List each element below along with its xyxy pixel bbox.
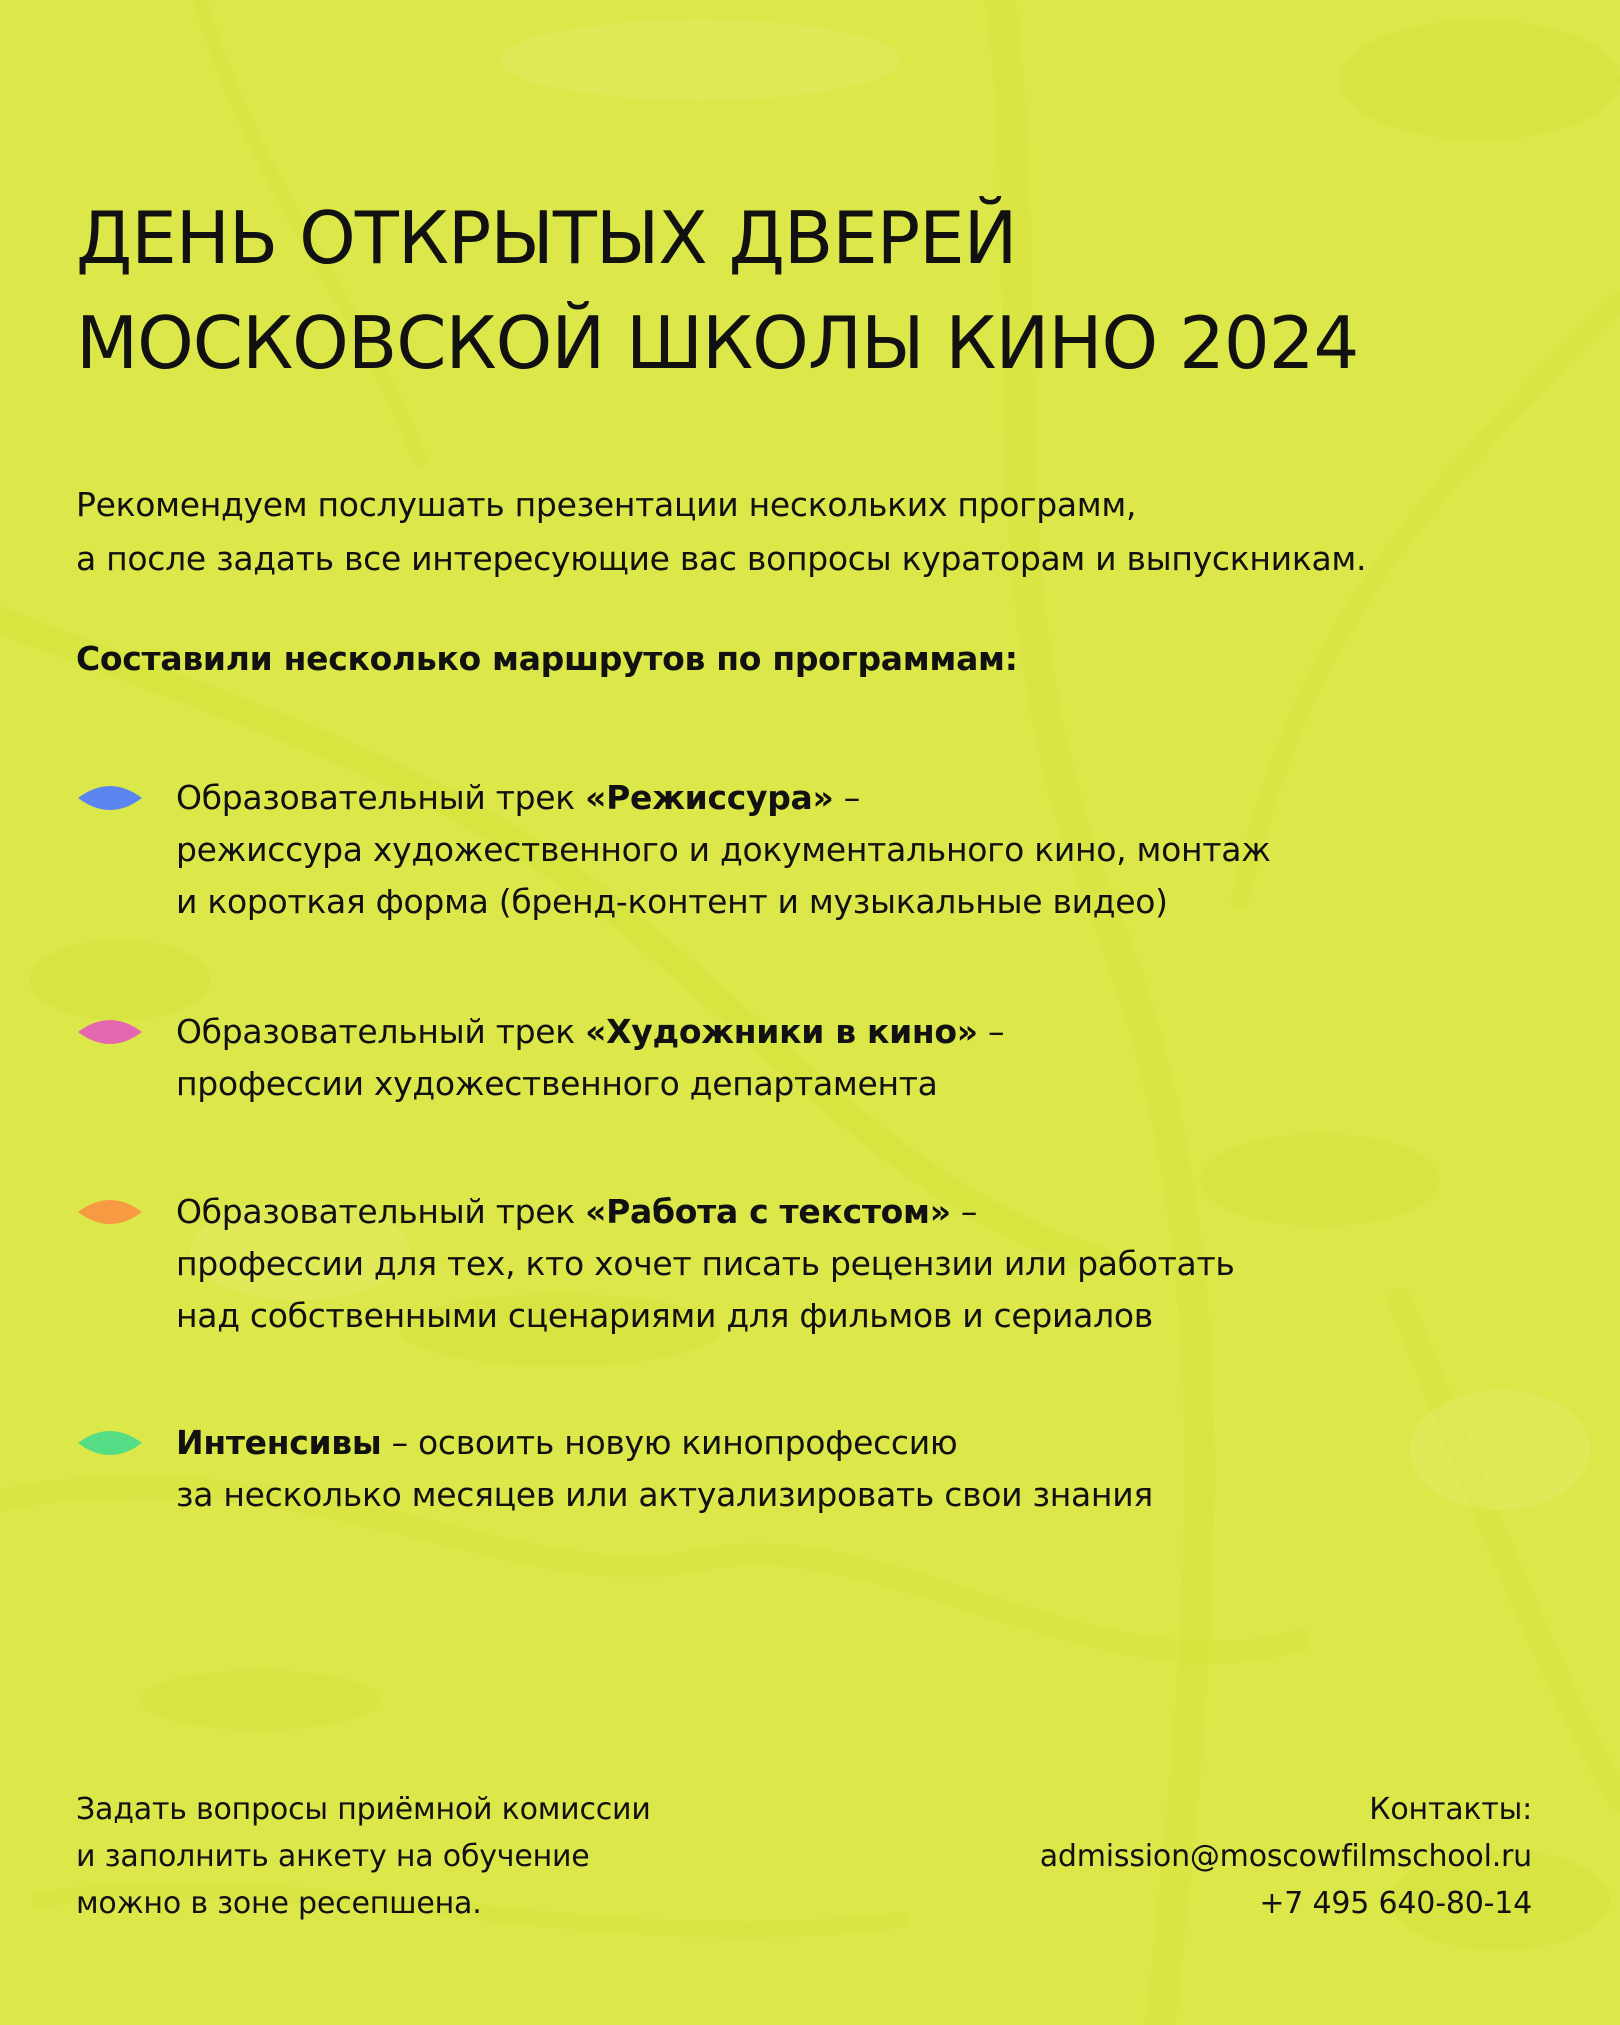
- track-prefix: Образовательный трек: [176, 778, 586, 817]
- track-suffix: –: [833, 778, 860, 817]
- track-prefix: Образовательный трек: [176, 1012, 586, 1051]
- track-text: [176, 1006, 1556, 1110]
- contact-email-link[interactable]: admission@moscowfilmschool.ru: [1039, 1839, 1532, 1874]
- track-headline: [176, 1186, 1556, 1238]
- reception-note: [76, 1786, 651, 1927]
- track-headline: [176, 1006, 1556, 1058]
- track-description-line: за несколько месяцев или актуализировать свои знания: [176, 1475, 1153, 1514]
- track-suffix: –: [950, 1192, 978, 1231]
- track-suffix: – освоить новую кинопрофессию: [381, 1423, 958, 1462]
- track-name: «Художники в кино»: [585, 1012, 978, 1051]
- leaf-marker-icon: [76, 1018, 144, 1046]
- track-prefix: Образовательный трек: [176, 1192, 586, 1231]
- track-name: «Работа с текстом»: [585, 1192, 951, 1231]
- intro-text: [76, 478, 1556, 586]
- reception-note-line: и заполнить анкету на обучение: [76, 1839, 590, 1874]
- track-name: «Режиссура»: [585, 778, 834, 817]
- contact-phone-link[interactable]: +7 495 640-80-14: [1259, 1886, 1532, 1921]
- track-text: [176, 772, 1556, 928]
- routes-heading: Составили несколько маршрутов по программам:: [76, 639, 1018, 678]
- track-description-line: над собственными сценариями для фильмов и сериалов: [176, 1296, 1153, 1335]
- track-description-line: режиссура художественного и документального кино, монтаж: [176, 830, 1271, 869]
- track-suffix: –: [977, 1012, 1005, 1051]
- title-line-2: МОСКОВСКОЙ ШКОЛЫ КИНО 2024: [76, 301, 1359, 385]
- leaf-marker-icon: [76, 784, 144, 812]
- track-headline: [176, 772, 1556, 824]
- leaf-marker-icon: [76, 1198, 144, 1226]
- intro-line-1: Рекомендуем послушать презентации нескольких программ,: [76, 485, 1137, 524]
- reception-note-line: можно в зоне ресепшена.: [76, 1886, 482, 1921]
- contacts-block: [1040, 1786, 1532, 1927]
- title-line-1: ДЕНЬ ОТКРЫТЫХ ДВЕРЕЙ: [76, 196, 1017, 280]
- track-name: Интенсивы: [176, 1423, 382, 1462]
- page-title: [76, 186, 1556, 396]
- intro-line-2: а после задать все интересующие вас вопросы кураторам и выпускникам.: [76, 539, 1367, 578]
- track-text: [176, 1417, 1556, 1521]
- contacts-label: Контакты:: [1369, 1792, 1532, 1827]
- track-description-line: и короткая форма (бренд-контент и музыкальные видео): [176, 882, 1168, 921]
- track-text: [176, 1186, 1556, 1342]
- reception-note-line: Задать вопросы приёмной комиссии: [76, 1792, 651, 1827]
- leaf-marker-icon: [76, 1429, 144, 1457]
- track-description-line: профессии художественного департамента: [176, 1064, 938, 1103]
- track-headline: [176, 1417, 1556, 1469]
- track-description-line: профессии для тех, кто хочет писать рецензии или работать: [176, 1244, 1235, 1283]
